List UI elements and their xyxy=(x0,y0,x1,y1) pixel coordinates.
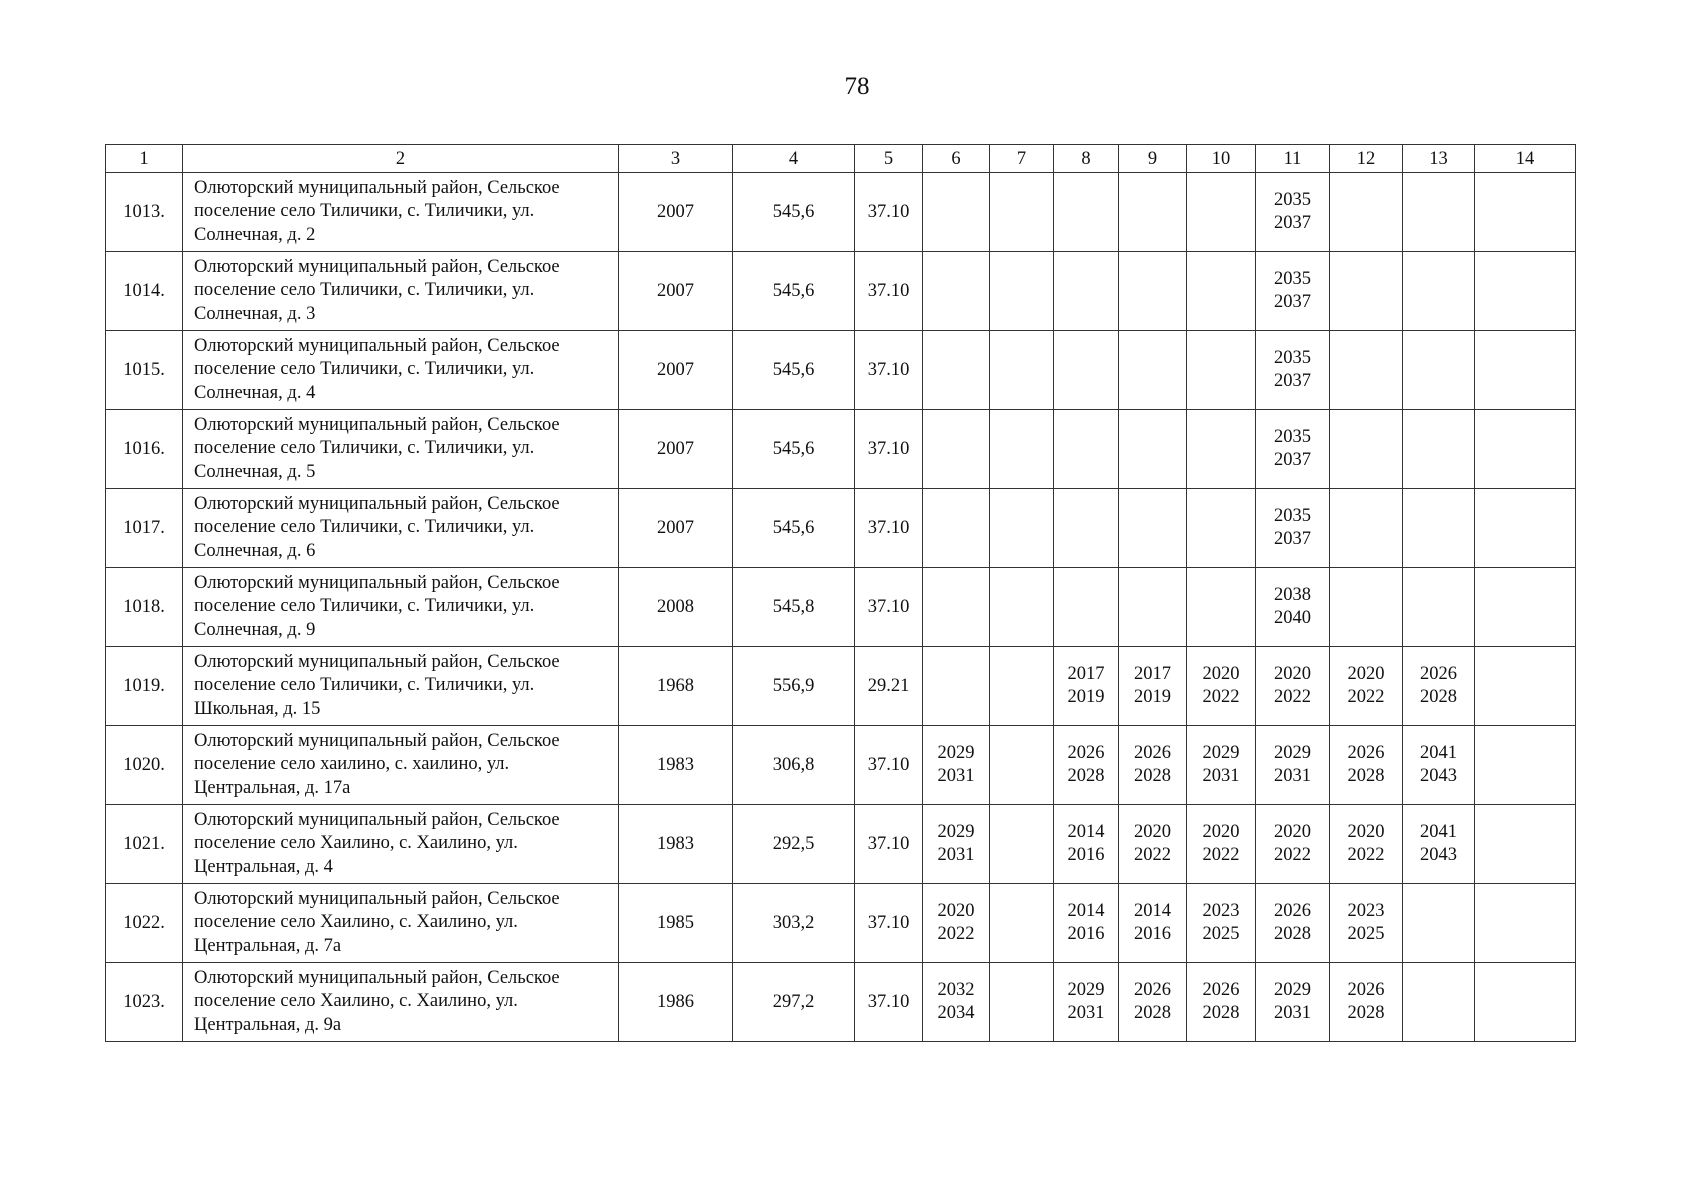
period-cell-c13 xyxy=(1403,331,1475,410)
period-year: 2020 xyxy=(1347,821,1385,842)
period-year: 2028 xyxy=(1420,687,1457,707)
table-row xyxy=(106,884,1576,963)
period-year: 2016 xyxy=(1067,924,1105,944)
column-header: 13 xyxy=(1403,145,1475,173)
period-cell-c6 xyxy=(923,410,990,489)
period-year: 2019 xyxy=(1067,687,1105,707)
table-row xyxy=(106,647,1576,726)
period-year: 2028 xyxy=(1202,1003,1240,1023)
period-cell-c14 xyxy=(1475,331,1576,410)
period-cell-c6 xyxy=(923,884,990,963)
period-year: 2026 xyxy=(1420,663,1457,684)
period-year: 2023 xyxy=(1347,900,1385,921)
period-cell-c13 xyxy=(1403,963,1475,1042)
page-number: 78 xyxy=(844,73,870,100)
period-cell-c8 xyxy=(1054,410,1119,489)
period-year: 2016 xyxy=(1134,924,1171,944)
period-cell-c7 xyxy=(990,331,1054,410)
row-number-cell: 1014. xyxy=(106,252,183,331)
address-cell: Олюторский муниципальный район, Сельское поселение село Тиличики, с. Тиличики, ул. Солнечная, д. 6 xyxy=(183,489,619,568)
period-year: 2020 xyxy=(1134,821,1171,842)
area-cell: 545,6 xyxy=(733,252,855,331)
period-cell-c6 xyxy=(923,726,990,805)
code-cell: 37.10 xyxy=(855,410,923,489)
code-cell: 37.10 xyxy=(855,489,923,568)
period-cell-c8 xyxy=(1054,647,1119,726)
period-cell-c9 xyxy=(1119,568,1187,647)
table-row xyxy=(106,568,1576,647)
code-cell: 29.21 xyxy=(855,647,923,726)
period-cell-c11 xyxy=(1256,884,1330,963)
column-header: 11 xyxy=(1256,145,1330,173)
period-cell-c6 xyxy=(923,647,990,726)
period-year: 2016 xyxy=(1067,845,1105,865)
area-cell: 556,9 xyxy=(733,647,855,726)
period-cell-c8 xyxy=(1054,252,1119,331)
period-year: 2020 xyxy=(1202,821,1240,842)
code-cell: 37.10 xyxy=(855,963,923,1042)
code-cell: 37.10 xyxy=(855,726,923,805)
period-cell-c9 xyxy=(1119,489,1187,568)
period-year: 2026 xyxy=(1202,979,1240,1000)
code-cell: 37.10 xyxy=(855,331,923,410)
period-cell-c14 xyxy=(1475,963,1576,1042)
period-cell-c10 xyxy=(1187,726,1256,805)
period-cell-c6 xyxy=(923,568,990,647)
period-cell-c11 xyxy=(1256,252,1330,331)
period-cell-c14 xyxy=(1475,568,1576,647)
period-cell-c12 xyxy=(1330,805,1403,884)
period-cell-c10 xyxy=(1187,252,1256,331)
period-year: 2037 xyxy=(1274,292,1311,312)
period-year: 2028 xyxy=(1347,766,1385,786)
period-year: 2029 xyxy=(1274,742,1311,763)
area-cell: 303,2 xyxy=(733,884,855,963)
period-cell-c7 xyxy=(990,568,1054,647)
row-number-cell: 1021. xyxy=(106,805,183,884)
period-cell-c12 xyxy=(1330,331,1403,410)
period-year: 2031 xyxy=(937,845,975,865)
period-year: 2026 xyxy=(1067,742,1105,763)
period-year: 2041 xyxy=(1420,821,1457,842)
row-number-cell: 1015. xyxy=(106,331,183,410)
period-year: 2035 xyxy=(1274,347,1311,368)
period-year: 2034 xyxy=(937,1003,975,1023)
period-cell-c11 xyxy=(1256,963,1330,1042)
code-cell: 37.10 xyxy=(855,173,923,252)
period-year: 2017 xyxy=(1067,663,1105,684)
column-header: 14 xyxy=(1475,145,1576,173)
period-cell-c10 xyxy=(1187,805,1256,884)
year-cell: 2007 xyxy=(619,252,733,331)
period-cell-c14 xyxy=(1475,489,1576,568)
period-cell-c6 xyxy=(923,963,990,1042)
area-cell: 292,5 xyxy=(733,805,855,884)
period-cell-c10 xyxy=(1187,963,1256,1042)
period-year: 2022 xyxy=(1274,687,1311,707)
period-cell-c6 xyxy=(923,489,990,568)
address-cell: Олюторский муниципальный район, Сельское поселение село Тиличики, с. Тиличики, ул. Солнечная, д. 5 xyxy=(183,410,619,489)
period-cell-c11 xyxy=(1256,805,1330,884)
period-cell-c8 xyxy=(1054,884,1119,963)
period-cell-c13 xyxy=(1403,173,1475,252)
period-year: 2022 xyxy=(1274,845,1311,865)
row-number-cell: 1018. xyxy=(106,568,183,647)
row-number-cell: 1020. xyxy=(106,726,183,805)
period-cell-c7 xyxy=(990,252,1054,331)
year-cell: 1986 xyxy=(619,963,733,1042)
period-cell-c13 xyxy=(1403,568,1475,647)
address-cell: Олюторский муниципальный район, Сельское поселение село Тиличики, с. Тиличики, ул. Солнечная, д. 4 xyxy=(183,331,619,410)
period-year: 2022 xyxy=(1134,845,1171,865)
period-year: 2035 xyxy=(1274,189,1311,210)
row-number-cell: 1022. xyxy=(106,884,183,963)
period-cell-c14 xyxy=(1475,805,1576,884)
year-cell: 2007 xyxy=(619,489,733,568)
period-year: 2040 xyxy=(1274,608,1311,628)
area-cell: 297,2 xyxy=(733,963,855,1042)
year-cell: 2007 xyxy=(619,410,733,489)
period-year: 2031 xyxy=(1274,1003,1311,1023)
period-year: 2020 xyxy=(1347,663,1385,684)
year-cell: 1985 xyxy=(619,884,733,963)
period-cell-c10 xyxy=(1187,489,1256,568)
period-cell-c13 xyxy=(1403,726,1475,805)
period-year: 2031 xyxy=(1202,766,1240,786)
data-table xyxy=(105,144,1576,1042)
period-year: 2031 xyxy=(1067,1003,1105,1023)
period-cell-c12 xyxy=(1330,252,1403,331)
column-header: 5 xyxy=(855,145,923,173)
period-year: 2028 xyxy=(1134,766,1171,786)
period-cell-c6 xyxy=(923,805,990,884)
address-cell: Олюторский муниципальный район, Сельское поселение село Хаилино, с. Хаилино, ул. Центральная, д. 4 xyxy=(183,805,619,884)
period-cell-c6 xyxy=(923,331,990,410)
period-cell-c13 xyxy=(1403,884,1475,963)
table-body xyxy=(106,173,1576,1042)
period-year: 2028 xyxy=(1347,1003,1385,1023)
period-cell-c12 xyxy=(1330,884,1403,963)
period-cell-c10 xyxy=(1187,647,1256,726)
period-year: 2029 xyxy=(1067,979,1105,1000)
period-cell-c10 xyxy=(1187,410,1256,489)
table-row xyxy=(106,726,1576,805)
period-cell-c14 xyxy=(1475,647,1576,726)
column-header: 3 xyxy=(619,145,733,173)
address-cell: Олюторский муниципальный район, Сельское поселение село Тиличики, с. Тиличики, ул. Солнечная, д. 9 xyxy=(183,568,619,647)
period-cell-c12 xyxy=(1330,963,1403,1042)
column-header: 10 xyxy=(1187,145,1256,173)
period-cell-c7 xyxy=(990,884,1054,963)
area-cell: 306,8 xyxy=(733,726,855,805)
period-year: 2022 xyxy=(937,924,975,944)
period-year: 2029 xyxy=(1274,979,1311,1000)
period-cell-c11 xyxy=(1256,410,1330,489)
period-cell-c8 xyxy=(1054,173,1119,252)
period-cell-c9 xyxy=(1119,252,1187,331)
period-year: 2037 xyxy=(1274,213,1311,233)
year-cell: 1983 xyxy=(619,805,733,884)
period-year: 2043 xyxy=(1420,766,1457,786)
period-cell-c6 xyxy=(923,173,990,252)
period-year: 2014 xyxy=(1067,821,1105,842)
period-cell-c13 xyxy=(1403,410,1475,489)
period-year: 2026 xyxy=(1274,900,1311,921)
period-year: 2026 xyxy=(1134,979,1171,1000)
period-cell-c11 xyxy=(1256,173,1330,252)
period-year: 2026 xyxy=(1347,742,1385,763)
period-cell-c8 xyxy=(1054,963,1119,1042)
period-cell-c11 xyxy=(1256,489,1330,568)
row-number-cell: 1017. xyxy=(106,489,183,568)
period-year: 2026 xyxy=(1347,979,1385,1000)
period-year: 2037 xyxy=(1274,529,1311,549)
period-cell-c7 xyxy=(990,410,1054,489)
period-cell-c11 xyxy=(1256,331,1330,410)
period-cell-c8 xyxy=(1054,331,1119,410)
table-row xyxy=(106,331,1576,410)
period-year: 2017 xyxy=(1134,663,1171,684)
period-cell-c11 xyxy=(1256,647,1330,726)
period-year: 2038 xyxy=(1274,584,1311,605)
period-year: 2029 xyxy=(937,742,975,763)
code-cell: 37.10 xyxy=(855,252,923,331)
period-cell-c8 xyxy=(1054,726,1119,805)
column-header: 12 xyxy=(1330,145,1403,173)
period-cell-c10 xyxy=(1187,568,1256,647)
period-year: 2020 xyxy=(1274,663,1311,684)
code-cell: 37.10 xyxy=(855,805,923,884)
area-cell: 545,6 xyxy=(733,331,855,410)
period-cell-c9 xyxy=(1119,963,1187,1042)
period-year: 2028 xyxy=(1134,1003,1171,1023)
period-cell-c8 xyxy=(1054,805,1119,884)
table-row xyxy=(106,805,1576,884)
area-cell: 545,6 xyxy=(733,410,855,489)
period-cell-c9 xyxy=(1119,884,1187,963)
period-cell-c9 xyxy=(1119,726,1187,805)
period-cell-c14 xyxy=(1475,410,1576,489)
column-header: 2 xyxy=(183,145,619,173)
period-year: 2035 xyxy=(1274,505,1311,526)
period-cell-c14 xyxy=(1475,884,1576,963)
address-cell: Олюторский муниципальный район, Сельское поселение село Тиличики, с. Тиличики, ул. Школьная, д. 15 xyxy=(183,647,619,726)
period-cell-c7 xyxy=(990,726,1054,805)
year-cell: 2007 xyxy=(619,331,733,410)
year-cell: 1983 xyxy=(619,726,733,805)
area-cell: 545,8 xyxy=(733,568,855,647)
period-year: 2035 xyxy=(1274,268,1311,289)
period-cell-c9 xyxy=(1119,173,1187,252)
address-cell: Олюторский муниципальный район, Сельское поселение село Тиличики, с. Тиличики, ул. Солнечная, д. 2 xyxy=(183,173,619,252)
period-year: 2020 xyxy=(1202,663,1240,684)
address-cell: Олюторский муниципальный район, Сельское поселение село хаилино, с. хаилино, ул. Центральная, д. 17а xyxy=(183,726,619,805)
period-cell-c8 xyxy=(1054,568,1119,647)
period-cell-c7 xyxy=(990,489,1054,568)
area-cell: 545,6 xyxy=(733,489,855,568)
period-cell-c14 xyxy=(1475,726,1576,805)
row-number-cell: 1016. xyxy=(106,410,183,489)
period-year: 2025 xyxy=(1347,924,1385,944)
table-row xyxy=(106,963,1576,1042)
period-cell-c12 xyxy=(1330,568,1403,647)
column-header: 4 xyxy=(733,145,855,173)
period-year: 2028 xyxy=(1274,924,1311,944)
period-cell-c12 xyxy=(1330,173,1403,252)
period-year: 2041 xyxy=(1420,742,1457,763)
period-cell-c7 xyxy=(990,805,1054,884)
period-cell-c9 xyxy=(1119,647,1187,726)
column-header: 9 xyxy=(1119,145,1187,173)
period-year: 2043 xyxy=(1420,845,1457,865)
period-year: 2026 xyxy=(1134,742,1171,763)
period-year: 2031 xyxy=(937,766,975,786)
period-cell-c11 xyxy=(1256,726,1330,805)
period-year: 2031 xyxy=(1274,766,1311,786)
period-year: 2037 xyxy=(1274,371,1311,391)
period-cell-c12 xyxy=(1330,726,1403,805)
period-year: 2023 xyxy=(1202,900,1240,921)
period-year: 2014 xyxy=(1134,900,1171,921)
period-cell-c12 xyxy=(1330,647,1403,726)
table-row xyxy=(106,173,1576,252)
period-cell-c7 xyxy=(990,173,1054,252)
period-cell-c13 xyxy=(1403,647,1475,726)
table-row xyxy=(106,410,1576,489)
period-cell-c14 xyxy=(1475,252,1576,331)
period-year: 2020 xyxy=(937,900,975,921)
period-cell-c11 xyxy=(1256,568,1330,647)
period-cell-c14 xyxy=(1475,173,1576,252)
period-year: 2028 xyxy=(1067,766,1105,786)
address-cell: Олюторский муниципальный район, Сельское поселение село Тиличики, с. Тиличики, ул. Солнечная, д. 3 xyxy=(183,252,619,331)
period-cell-c10 xyxy=(1187,884,1256,963)
row-number-cell: 1023. xyxy=(106,963,183,1042)
period-cell-c9 xyxy=(1119,331,1187,410)
period-cell-c9 xyxy=(1119,805,1187,884)
period-year: 2022 xyxy=(1347,687,1385,707)
period-cell-c9 xyxy=(1119,410,1187,489)
year-cell: 2007 xyxy=(619,173,733,252)
address-cell: Олюторский муниципальный район, Сельское поселение село Хаилино, с. Хаилино, ул. Центральная, д. 7а xyxy=(183,884,619,963)
period-year: 2032 xyxy=(937,979,975,1000)
period-cell-c7 xyxy=(990,647,1054,726)
address-cell: Олюторский муниципальный район, Сельское поселение село Хаилино, с. Хаилино, ул. Центральная, д. 9а xyxy=(183,963,619,1042)
column-header: 1 xyxy=(106,145,183,173)
period-year: 2029 xyxy=(937,821,975,842)
table-row xyxy=(106,252,1576,331)
period-cell-c10 xyxy=(1187,173,1256,252)
period-cell-c10 xyxy=(1187,331,1256,410)
year-cell: 1968 xyxy=(619,647,733,726)
period-year: 2019 xyxy=(1134,687,1171,707)
period-year: 2037 xyxy=(1274,450,1311,470)
period-year: 2022 xyxy=(1347,845,1385,865)
period-cell-c8 xyxy=(1054,489,1119,568)
period-year: 2020 xyxy=(1274,821,1311,842)
code-cell: 37.10 xyxy=(855,568,923,647)
column-header: 6 xyxy=(923,145,990,173)
column-header: 7 xyxy=(990,145,1054,173)
row-number-cell: 1013. xyxy=(106,173,183,252)
period-year: 2022 xyxy=(1202,687,1240,707)
period-cell-c7 xyxy=(990,963,1054,1042)
period-cell-c12 xyxy=(1330,410,1403,489)
table-row xyxy=(106,489,1576,568)
period-year: 2022 xyxy=(1202,845,1240,865)
year-cell: 2008 xyxy=(619,568,733,647)
period-year: 2025 xyxy=(1202,924,1240,944)
period-cell-c13 xyxy=(1403,252,1475,331)
code-cell: 37.10 xyxy=(855,884,923,963)
period-cell-c6 xyxy=(923,252,990,331)
period-cell-c13 xyxy=(1403,489,1475,568)
row-number-cell: 1019. xyxy=(106,647,183,726)
period-year: 2014 xyxy=(1067,900,1105,921)
column-header: 8 xyxy=(1054,145,1119,173)
period-year: 2035 xyxy=(1274,426,1311,447)
period-year: 2029 xyxy=(1202,742,1240,763)
area-cell: 545,6 xyxy=(733,173,855,252)
table-header-row xyxy=(106,145,1576,173)
period-cell-c13 xyxy=(1403,805,1475,884)
period-cell-c12 xyxy=(1330,489,1403,568)
